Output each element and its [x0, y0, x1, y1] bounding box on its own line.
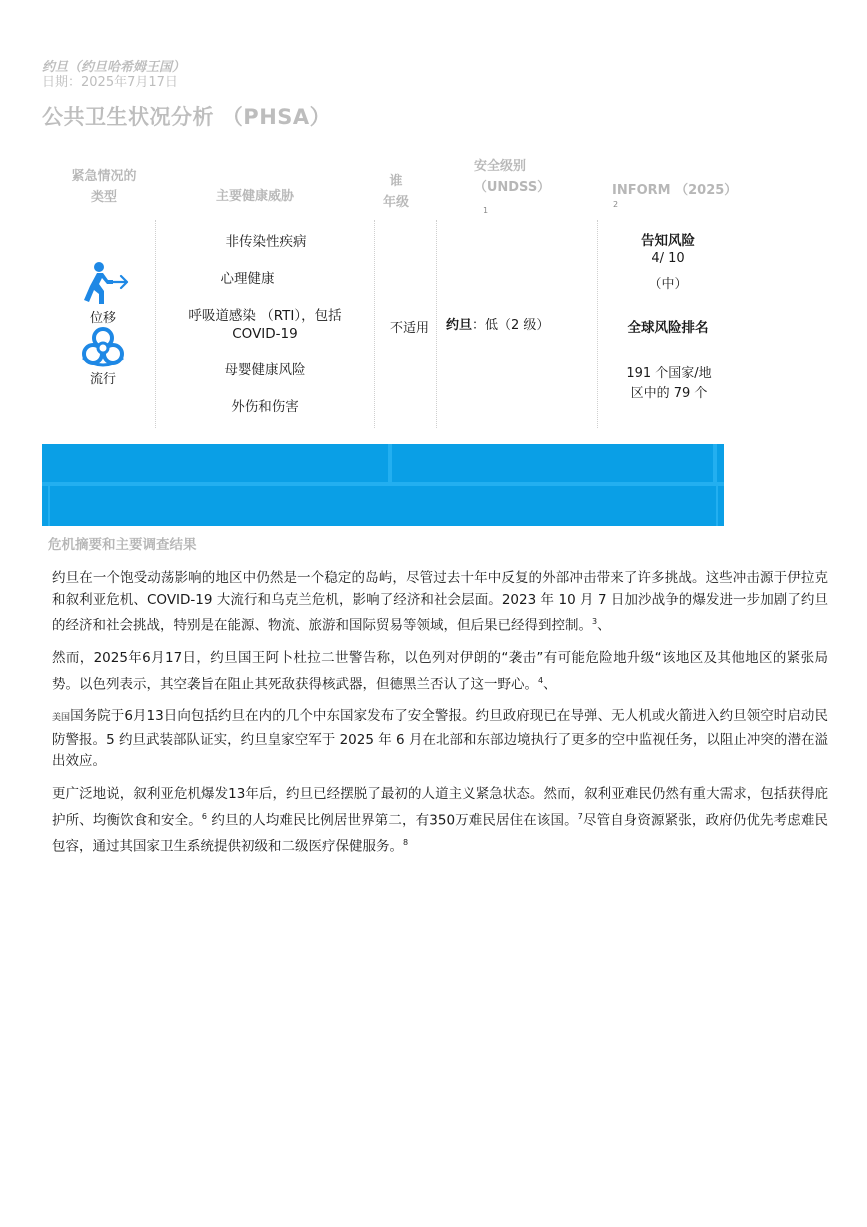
displacement-icon: [75, 260, 131, 308]
threat-item: 非传染性疾病: [225, 234, 307, 250]
banner-segment: [48, 486, 50, 526]
page-title: 公共卫生状况分析 （PHSA）: [42, 105, 332, 129]
col-header-emergency: 紧急情况的 类型: [71, 169, 137, 205]
footnote-ref: 7: [577, 811, 583, 821]
security-country: 约旦: [446, 318, 473, 333]
global-rank-value: 191 个国家/地区中的 79 个: [626, 366, 712, 401]
threat-item: 母婴健康风险: [224, 362, 306, 378]
footnote-ref: 8: [403, 837, 409, 847]
col-header-security: 安全级别 （UNDSS）: [473, 159, 551, 195]
blue-banner: [42, 444, 724, 526]
summary-paragraph-4: 更广泛地说，叙利亚危机爆发13年后，约旦已经摆脱了最初的人道主义紧急状态。然而，叙利亚难民仍然有重大需求，包括获得庇护所、均衡饮食和安全。$^6$ 约旦的人均难民比例居世界第二，有350万难民居住在该国。$^7$尽管自身资源紧张，政府仍优先考虑难民包容，通过其国家卫生系统提供初级和二级医疗保健服务。$^8$: [52, 786, 828, 854]
grade-value: 不适用: [390, 321, 430, 336]
security-level: [446, 314, 596, 333]
country-name: 约旦（约旦哈希姆王国）: [42, 60, 186, 75]
col-header-threats: 主要健康威胁: [215, 189, 294, 204]
inform-footnote-ref: 2: [613, 200, 619, 209]
banner-segment: [388, 444, 392, 486]
summary-paragraph-2: 然而，2025年6月17日，约旦国王阿卜杜拉二世警告称，以色列对伊朗的“袭击”有可能危险地升级“该地区及其他地区的紧张局势。以色列表示，其空袭旨在阻止其死敌获得核武器，但德黑兰否认了这一野心。$^4$、: [52, 650, 828, 692]
security-value: ：低（2 级）: [472, 318, 550, 333]
emergency-label-displacement: 位移: [89, 311, 116, 326]
col-header-inform: INFORM （2025）: [612, 183, 738, 198]
security-footnote-ref: 1: [483, 206, 489, 215]
summary-paragraph-1: 约旦在一个饱受动荡影响的地区中仍然是一个稳定的岛屿，尽管过去十年中反复的外部冲击带来了许多挑战。这些冲击源于伊拉克和叙利亚危机、COVID-19 大流行和乌克兰危机，影响了经济和社会层面。2023 年 10 月 7 日加沙战争的爆发进一步加剧了约旦的经济和社会挑战，特别是在能源、物流、旅游和国际贸易等领域，但后果已经得到控制。$^3$、: [52, 570, 828, 634]
table-divider: [155, 220, 156, 428]
footnote-ref: 6: [201, 811, 207, 821]
section-title: 危机摘要和主要调查结果: [48, 537, 197, 553]
footnote-ref: 3: [592, 617, 598, 626]
emergency-type-displacement: [72, 260, 134, 312]
table-divider: [374, 220, 375, 428]
banner-segment: [716, 486, 718, 526]
global-rank-label: 全球风险排名: [627, 320, 709, 336]
threat-item: 呼吸道感染 （RTI），包括 COVID-19: [188, 308, 342, 342]
emergency-type-epidemic: [72, 326, 134, 372]
footnote-ref: 4: [538, 675, 544, 685]
banner-segment: [42, 482, 724, 486]
inform-risk-level: （中）: [648, 277, 688, 292]
banner-segment: [713, 444, 717, 486]
inform-risk-value: 4/ 10: [651, 251, 685, 266]
threat-item: 外伤和伤害: [231, 399, 299, 415]
inform-risk-label: 告知风险: [641, 233, 695, 249]
table-divider: [597, 220, 598, 428]
report-date: 日期：2025年7月17日: [42, 75, 178, 90]
emergency-label-epidemic: 流行: [89, 372, 116, 387]
biohazard-icon: [79, 326, 127, 368]
summary-paragraph-3: 美国国务院于6月13日向包括约旦在内的几个中东国家发布了安全警报。约旦政府现已在导弹、无人机或火箭进入约旦领空时启动民防警报。5 约旦武装部队证实，约旦皇家空军于 2025 年 6 月在北部和东部边境执行了更多的空中监视任务，以阻止冲突的潜在溢出效应。: [52, 708, 828, 769]
threat-item: 心理健康: [220, 271, 275, 287]
col-header-grade: 谁 年级: [382, 174, 409, 210]
